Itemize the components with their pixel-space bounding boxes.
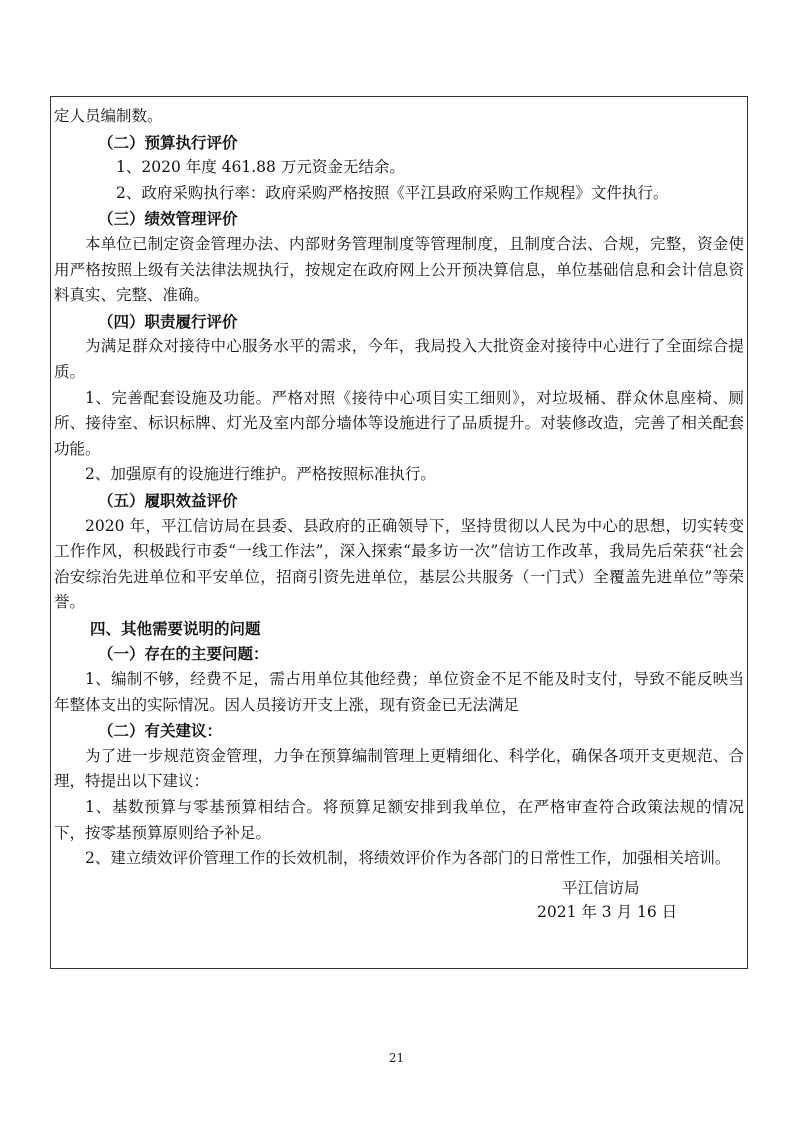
paragraph: 2020 年，平江信访局在县委、县政府的正确领导下，坚持贯彻以人民为中心的思想，切实转变工作作风，积极践行市委“一线工作法”，深入探索“最多访一次”信访工作改革，我局先后荣获“社会治安综治先进单位和平安单位，招商引资先进单位，基层公共服务（一门式）全覆盖先进单位”等荣誉。 — [54, 516, 744, 612]
paragraph: 1、完善配套设施及功能。严格对照《接待中心项目实工细则》，对垃圾桶、群众休息座椅、厕所、接待室、标识标牌、灯光及室内部分墙体等设施进行了品质提升。对装修改造，完善了相关配套功能。 — [54, 388, 744, 458]
section-heading: （三）绩效管理评价 — [98, 209, 238, 229]
paragraph: 2、政府采购执行率：政府采购严格按照《平江县政府采购工作规程》文件执行。 — [116, 183, 669, 202]
paragraph: 2、建立绩效评价管理工作的长效机制，将绩效评价作为各部门的日常性工作，加强相关培训。 — [85, 849, 731, 868]
paragraph: 1、编制不够，经费不足，需占用单位其他经费；单位资金不足不能及时支付，导致不能反映当年整体支出的实际情况。因人员接访开支上涨，现有资金已无法满足 — [54, 670, 744, 714]
chapter-heading: 四、其他需要说明的问题 — [90, 618, 261, 638]
document-body — [54, 104, 744, 872]
section-heading: （五）履职效益评价 — [98, 490, 238, 510]
paragraph: 2、加强原有的设施进行维护。严格按照标准执行。 — [85, 465, 436, 484]
paragraph: 1、2020 年度 461.88 万元资金无结余。 — [116, 158, 405, 177]
paragraph: 定人员编制数。 — [54, 107, 163, 125]
page-number: 21 — [388, 1051, 405, 1065]
section-heading: （二）有关建议： — [98, 721, 223, 741]
signature-org: 平江信访局 — [562, 879, 640, 897]
paragraph: 为了进一步规范资金管理，力争在预算编制管理上更精细化、科学化，确保各项开支更规范、合理，特提出以下建议： — [54, 746, 744, 791]
paragraph: 为满足群众对接待中心服务水平的需求，今年，我局投入大批资金对接待中心进行了全面综合提质。 — [54, 337, 744, 381]
section-heading: （二）预算执行评价 — [98, 132, 238, 152]
paragraph: 1、基数预算与零基预算相结合。将预算足额安排到我单位，在严格审查符合政策法规的情况下，按零基预算原则给予补足。 — [54, 798, 744, 842]
section-heading: （一）存在的主要问题： — [98, 644, 269, 664]
signature-date: 2021 年 3 月 16 日 — [537, 903, 678, 921]
section-heading: （四）职责履行评价 — [98, 311, 238, 331]
paragraph: 本单位已制定资金管理办法、内部财务管理制度等管理制度，且制度合法、合规，完整，资金使用严格按照上级有关法律法规执行，按规定在政府网上公开预决算信息，单位基础信息和会计信息资料真实、完整、准确。 — [54, 234, 744, 305]
